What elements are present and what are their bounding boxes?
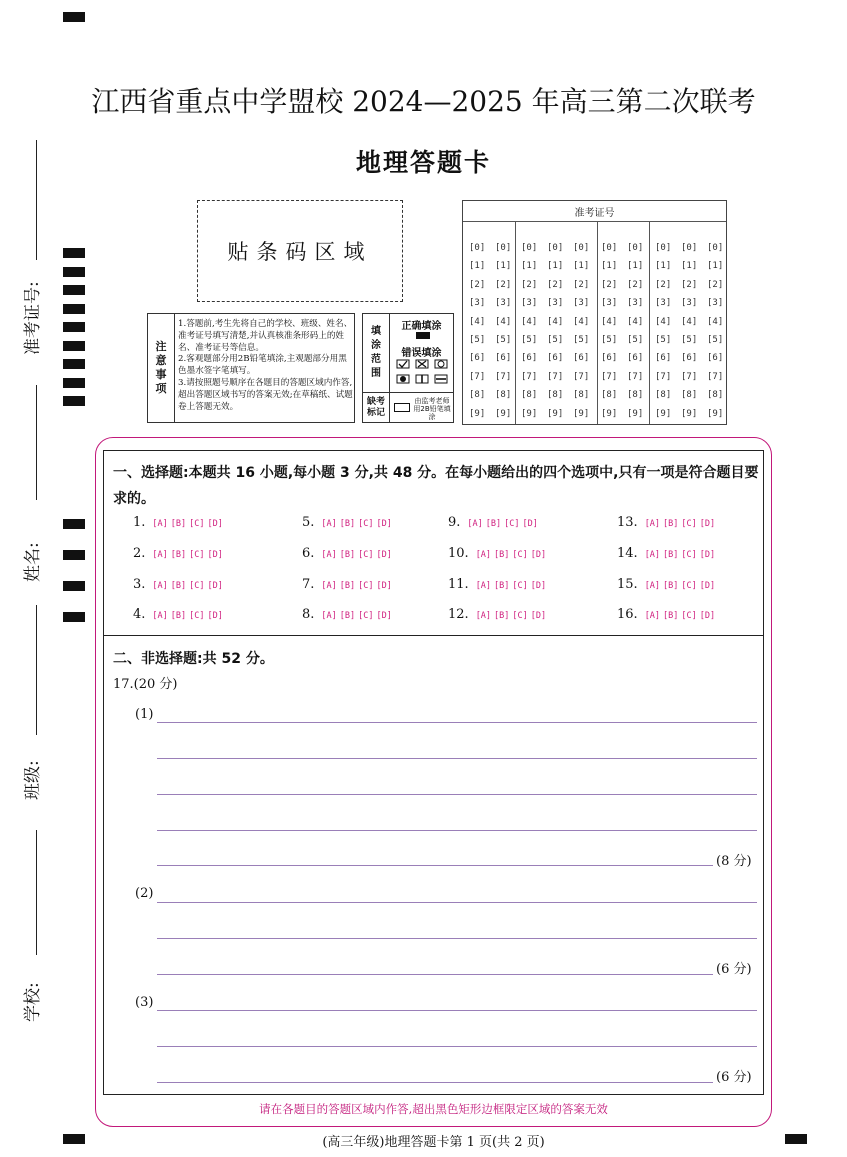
exam-id-bubble[interactable]: [3] bbox=[495, 298, 512, 309]
exam-id-bubble[interactable]: [5] bbox=[655, 335, 672, 345]
wrong-fill-label: 错误填涂 bbox=[401, 348, 442, 359]
absent-mark-note: 由监考老师用2B铅笔填涂 bbox=[413, 397, 451, 421]
timing-mark bbox=[63, 612, 85, 622]
exam-id-bubble[interactable]: [3] bbox=[547, 298, 564, 309]
exam-id-bubble[interactable]: [5] bbox=[681, 335, 698, 345]
exam-id-bubble[interactable]: [1] bbox=[707, 261, 724, 272]
page-title: 江西省重点中学盟校 2024—2025 年高三第二次联考 bbox=[91, 85, 756, 118]
notice-item: 3.请按照题号顺序在各题目的答题区域内作答,超出答题区域书写的答案无效;在草稿纸、试题卷上答题无效。 bbox=[178, 377, 353, 412]
timing-mark bbox=[63, 322, 85, 332]
exam-id-bubble[interactable]: [1] bbox=[495, 261, 512, 272]
answer-bubble-a[interactable]: [A] bbox=[152, 519, 168, 529]
answer-bubble-d[interactable]: [D] bbox=[699, 611, 716, 621]
answer-bubble-b[interactable]: [B] bbox=[339, 611, 356, 621]
answer-bubble-a[interactable]: [A] bbox=[152, 581, 168, 591]
timing-mark bbox=[63, 341, 85, 351]
answer-bubble-b[interactable]: [B] bbox=[170, 550, 187, 560]
school-label: 学校: bbox=[23, 982, 43, 1022]
answer-line[interactable] bbox=[157, 1082, 713, 1083]
wrong-fill-marks-icon bbox=[396, 358, 454, 388]
exam-id-bubble[interactable]: [8] bbox=[655, 390, 672, 401]
timing-mark bbox=[63, 304, 85, 314]
answer-bubble-a[interactable]: [A] bbox=[644, 550, 661, 560]
sub-question-label: (3) bbox=[135, 995, 154, 1010]
sub-question-label: (2) bbox=[135, 886, 154, 901]
exam-id-bubble[interactable]: [8] bbox=[495, 390, 512, 401]
timing-mark bbox=[63, 581, 85, 591]
answer-bubble-c[interactable]: [C] bbox=[189, 581, 205, 591]
answer-bubble-d[interactable]: [D] bbox=[207, 550, 223, 560]
answer-bubble-c[interactable]: [C] bbox=[512, 611, 528, 621]
exam-id-bubble[interactable]: [4] bbox=[681, 316, 698, 327]
notice-items bbox=[178, 319, 354, 413]
side-line bbox=[36, 140, 37, 260]
exam-id-bubble[interactable]: [5] bbox=[601, 335, 618, 345]
side-line bbox=[36, 830, 37, 955]
section2-heading: 二、非选择题:共 52 分。 bbox=[113, 651, 274, 667]
answer-bubble-a[interactable]: [A] bbox=[321, 611, 337, 621]
exam-id-bubble[interactable]: [5] bbox=[573, 335, 590, 345]
answer-bubble-a[interactable]: [A] bbox=[475, 611, 492, 621]
mc-question bbox=[133, 577, 223, 592]
timing-mark bbox=[63, 396, 85, 406]
exam-id-bubble[interactable]: [4] bbox=[521, 316, 538, 327]
question-number: 13. bbox=[617, 515, 638, 530]
answer-bubble-c[interactable]: [C] bbox=[189, 611, 205, 621]
timing-mark bbox=[63, 359, 85, 369]
answer-bubble-c[interactable]: [C] bbox=[512, 550, 528, 560]
page-footer: (高三年级)地理答题卡第 1 页(共 2 页) bbox=[322, 1135, 545, 1150]
answer-line[interactable] bbox=[157, 794, 757, 795]
exam-id-bubble[interactable]: [6] bbox=[681, 353, 698, 364]
answer-bubble-b[interactable]: [B] bbox=[170, 581, 187, 591]
answer-bubble-a[interactable]: [A] bbox=[644, 611, 661, 621]
timing-mark bbox=[63, 267, 85, 277]
exam-id-bubble[interactable]: [0] bbox=[469, 243, 486, 253]
answer-bubble-b[interactable]: [B] bbox=[339, 550, 356, 560]
question-number: 11. bbox=[448, 577, 469, 592]
notice-item: 1.答题前,考生先将自己的学校、班级、姓名、准考证号填写清楚,并认真核准条形码上的姓名、准考证号等信息。 bbox=[178, 319, 353, 353]
exam-id-bubble[interactable]: [8] bbox=[681, 390, 698, 401]
answer-bubble-b[interactable]: [B] bbox=[663, 519, 679, 529]
exam-id-bubble[interactable]: [3] bbox=[655, 298, 672, 309]
exam-id-bubble[interactable]: [9] bbox=[601, 408, 618, 419]
exam-id-bubble[interactable]: [8] bbox=[707, 390, 724, 401]
question-number: 8. bbox=[302, 607, 315, 622]
question-number: 1. bbox=[133, 515, 146, 530]
answer-bubble-d[interactable]: [D] bbox=[376, 611, 392, 621]
answer-bubble-b[interactable]: [B] bbox=[339, 519, 356, 529]
exam-id-bubble[interactable]: [5] bbox=[627, 335, 644, 345]
exam-id-bubble[interactable]: [7] bbox=[495, 371, 512, 382]
boundary-warning: 请在各题目的答题区域内作答,超出黑色矩形边框限定区域的答案无效 bbox=[259, 1102, 608, 1116]
exam-id-bubble[interactable]: [3] bbox=[601, 298, 618, 309]
answer-bubble-c[interactable]: [C] bbox=[681, 550, 697, 560]
exam-id-bubble[interactable]: [1] bbox=[469, 261, 486, 272]
exam-id-bubble[interactable]: [8] bbox=[573, 390, 590, 401]
exam-id-bubble[interactable]: [6] bbox=[547, 353, 564, 364]
answer-bubble-c[interactable]: [C] bbox=[681, 611, 697, 621]
exam-id-bubble[interactable]: [7] bbox=[547, 371, 564, 382]
section-divider bbox=[103, 635, 764, 636]
answer-bubble-d[interactable]: [D] bbox=[530, 550, 547, 560]
exam-id-bubble[interactable]: [7] bbox=[521, 371, 538, 382]
exam-id-bubble[interactable]: [1] bbox=[521, 261, 538, 272]
answer-line[interactable] bbox=[157, 1010, 757, 1011]
answer-bubble-b[interactable]: [B] bbox=[663, 581, 679, 591]
side-line bbox=[36, 605, 37, 735]
exam-id-bubble[interactable]: [7] bbox=[573, 371, 590, 382]
answer-bubble-d[interactable]: [D] bbox=[699, 550, 716, 560]
exam-id-bubble[interactable]: [9] bbox=[627, 408, 644, 419]
answer-bubble-c[interactable]: [C] bbox=[504, 519, 520, 529]
absent-mark-box[interactable] bbox=[394, 403, 410, 412]
exam-id-bubble[interactable]: [6] bbox=[573, 353, 590, 364]
correct-fill-label: 正确填涂 bbox=[401, 321, 442, 332]
mc-question bbox=[133, 607, 223, 622]
mc-question bbox=[133, 546, 223, 561]
exam-id-column-divider bbox=[649, 221, 650, 424]
fill-guide-box bbox=[362, 313, 454, 423]
answer-line[interactable] bbox=[157, 865, 713, 866]
exam-id-bubble[interactable]: [4] bbox=[495, 316, 512, 327]
exam-id-bubble[interactable]: [9] bbox=[495, 408, 512, 419]
question-number: 2. bbox=[133, 546, 146, 561]
exam-id-bubble[interactable]: [5] bbox=[469, 335, 486, 345]
exam-id-bubble[interactable]: [6] bbox=[601, 353, 618, 364]
barcode-area-label: 贴条码区域 bbox=[227, 240, 373, 264]
answer-bubble-a[interactable]: [A] bbox=[475, 550, 492, 560]
exam-id-bubble[interactable]: [3] bbox=[469, 298, 486, 309]
exam-id-bubble[interactable]: [1] bbox=[681, 261, 698, 272]
section1-heading: 一、选择题:本题共 16 小题,每小题 3 分,共 48 分。在每小题给出的四个选项中,只有一项是符合题目要求的。 bbox=[113, 465, 759, 507]
exam-id-title: 准考证号 bbox=[574, 208, 615, 219]
fill-examples bbox=[390, 314, 453, 393]
answer-bubble-c[interactable]: [C] bbox=[681, 519, 697, 529]
answer-bubble-c[interactable]: [C] bbox=[189, 519, 205, 529]
exam-id-bubble[interactable]: [6] bbox=[655, 353, 672, 364]
exam-id-bubble[interactable]: [5] bbox=[547, 335, 564, 345]
answer-bubble-a[interactable]: [A] bbox=[644, 581, 661, 591]
exam-id-bubble[interactable]: [0] bbox=[707, 243, 724, 253]
answer-bubble-d[interactable]: [D] bbox=[207, 581, 223, 591]
exam-id-bubble[interactable]: [8] bbox=[521, 390, 538, 401]
mc-question bbox=[302, 515, 392, 530]
mc-question bbox=[302, 546, 392, 561]
exam-id-bubble[interactable]: [3] bbox=[681, 298, 698, 309]
answer-bubble-d[interactable]: [D] bbox=[530, 611, 547, 621]
exam-id-bubble[interactable]: [8] bbox=[601, 390, 618, 401]
answer-bubble-d[interactable]: [D] bbox=[376, 550, 392, 560]
exam-id-bubble[interactable]: [7] bbox=[627, 371, 644, 382]
exam-id-bubble[interactable]: [4] bbox=[627, 316, 644, 327]
answer-bubble-d[interactable]: [D] bbox=[207, 519, 223, 529]
exam-id-bubble[interactable]: [6] bbox=[521, 353, 538, 364]
answer-bubble-d[interactable]: [D] bbox=[207, 611, 223, 621]
sub-question-score: (6 分) bbox=[716, 1070, 752, 1085]
mc-question bbox=[617, 577, 715, 592]
answer-bubble-b[interactable]: [B] bbox=[494, 550, 510, 560]
notice-heading: 注 意 事 项 bbox=[148, 314, 175, 422]
mc-question bbox=[448, 515, 538, 530]
absent-mark-area[interactable] bbox=[390, 393, 453, 422]
exam-id-column-divider bbox=[515, 221, 516, 424]
timing-mark bbox=[63, 285, 85, 295]
exam-id-bubble[interactable]: [4] bbox=[655, 316, 672, 327]
answer-bubble-a[interactable]: [A] bbox=[467, 519, 483, 529]
exam-id-bubble[interactable]: [7] bbox=[707, 371, 724, 382]
exam-id-bubble[interactable]: [6] bbox=[707, 353, 724, 364]
question-number: 9. bbox=[448, 515, 461, 530]
exam-id-bubble[interactable]: [9] bbox=[521, 408, 538, 419]
exam-id-bubble[interactable]: [3] bbox=[707, 298, 724, 309]
answer-line[interactable] bbox=[157, 830, 757, 831]
exam-id-bubble[interactable]: [8] bbox=[469, 390, 486, 401]
fill-scope-heading: 填 涂 范 围 bbox=[363, 314, 390, 393]
answer-bubble-b[interactable]: [B] bbox=[170, 611, 187, 621]
exam-id-bubble[interactable]: [1] bbox=[627, 261, 644, 272]
answer-bubble-c[interactable]: [C] bbox=[358, 550, 374, 560]
mc-question bbox=[617, 546, 715, 561]
answer-bubble-c[interactable]: [C] bbox=[189, 550, 205, 560]
answer-bubble-a[interactable]: [A] bbox=[321, 519, 337, 529]
exam-id-bubble[interactable]: [3] bbox=[521, 298, 538, 309]
exam-id-bubble[interactable]: [9] bbox=[707, 408, 724, 419]
sub-question-score: (8 分) bbox=[716, 854, 752, 869]
exam-id-bubble[interactable]: [2] bbox=[469, 279, 486, 290]
question-number: 12. bbox=[448, 607, 469, 622]
answer-bubble-c[interactable]: [C] bbox=[358, 581, 374, 591]
exam-id-bubble[interactable]: [9] bbox=[573, 408, 590, 419]
timing-mark bbox=[63, 519, 85, 529]
answer-line[interactable] bbox=[157, 1046, 757, 1047]
answer-bubble-b[interactable]: [B] bbox=[494, 611, 510, 621]
answer-bubble-c[interactable]: [C] bbox=[358, 519, 374, 529]
corner-mark bbox=[63, 12, 85, 22]
answer-bubble-a[interactable]: [A] bbox=[475, 581, 492, 591]
exam-id-bubble[interactable]: [1] bbox=[573, 261, 590, 272]
mc-question bbox=[617, 515, 715, 530]
answer-bubble-d[interactable]: [D] bbox=[376, 519, 392, 529]
answer-bubble-b[interactable]: [B] bbox=[494, 581, 510, 591]
timing-mark bbox=[63, 248, 85, 258]
exam-id-bubble[interactable]: [4] bbox=[601, 316, 618, 327]
exam-id-bubble[interactable]: [0] bbox=[495, 243, 512, 253]
notice-box bbox=[147, 313, 355, 423]
name-label: 姓名: bbox=[23, 542, 43, 582]
mc-question bbox=[448, 546, 546, 561]
answer-bubble-b[interactable]: [B] bbox=[170, 519, 187, 529]
exam-no-label: 准考证号: bbox=[23, 281, 43, 355]
mc-question bbox=[133, 515, 223, 530]
exam-id-bubble[interactable]: [7] bbox=[655, 371, 672, 382]
page-subtitle: 地理答题卡 bbox=[355, 148, 491, 177]
question-number: 7. bbox=[302, 577, 315, 592]
exam-id-bubble[interactable]: [4] bbox=[547, 316, 564, 327]
question-number: 3. bbox=[133, 577, 146, 592]
side-line bbox=[36, 385, 37, 500]
answer-bubble-c[interactable]: [C] bbox=[358, 611, 374, 621]
exam-id-bubble[interactable]: [2] bbox=[547, 279, 564, 290]
exam-id-bubble[interactable]: [2] bbox=[601, 279, 618, 290]
exam-id-bubble[interactable]: [1] bbox=[601, 261, 618, 272]
exam-id-title-divider bbox=[463, 221, 726, 222]
exam-id-bubble[interactable]: [1] bbox=[655, 261, 672, 272]
exam-id-bubble[interactable]: [2] bbox=[521, 279, 538, 290]
exam-id-bubble[interactable]: [3] bbox=[627, 298, 644, 309]
exam-id-bubble[interactable]: [2] bbox=[681, 279, 698, 290]
exam-id-bubble[interactable]: [4] bbox=[573, 316, 590, 327]
exam-id-bubble[interactable]: [0] bbox=[627, 243, 644, 253]
answer-bubble-d[interactable]: [D] bbox=[376, 581, 392, 591]
answer-line[interactable] bbox=[157, 758, 757, 759]
mc-question bbox=[302, 577, 392, 592]
answer-bubble-b[interactable]: [B] bbox=[663, 550, 679, 560]
exam-id-bubble[interactable]: [0] bbox=[655, 243, 672, 253]
question-number: 4. bbox=[133, 607, 146, 622]
exam-id-bubble[interactable]: [5] bbox=[495, 335, 512, 345]
exam-id-bubble[interactable]: [5] bbox=[707, 335, 724, 345]
answer-line[interactable] bbox=[157, 974, 713, 975]
question-number: 5. bbox=[302, 515, 315, 530]
question-17-label: 17.(20 分) bbox=[113, 677, 178, 692]
mc-question bbox=[302, 607, 392, 622]
timing-mark bbox=[63, 378, 85, 388]
answer-line[interactable] bbox=[157, 902, 757, 903]
answer-bubble-a[interactable]: [A] bbox=[321, 550, 337, 560]
absent-mark-heading: 缺考 标记 bbox=[363, 393, 390, 422]
exam-id-bubble[interactable]: [4] bbox=[469, 316, 486, 327]
exam-id-bubble[interactable]: [7] bbox=[601, 371, 618, 382]
answer-bubble-a[interactable]: [A] bbox=[152, 611, 168, 621]
exam-id-bubble[interactable]: [6] bbox=[495, 353, 512, 364]
answer-line[interactable] bbox=[157, 722, 757, 723]
exam-id-bubble[interactable]: [2] bbox=[495, 279, 512, 290]
answer-bubble-d[interactable]: [D] bbox=[699, 581, 716, 591]
question-number: 14. bbox=[617, 546, 638, 561]
exam-id-column-divider bbox=[597, 221, 598, 424]
answer-bubble-d[interactable]: [D] bbox=[699, 519, 716, 529]
exam-id-bubble[interactable]: [9] bbox=[655, 408, 672, 419]
exam-id-bubble[interactable]: [9] bbox=[547, 408, 564, 419]
exam-id-bubble[interactable]: [0] bbox=[573, 243, 590, 253]
question-number: 6. bbox=[302, 546, 315, 561]
mc-question bbox=[448, 607, 546, 622]
answer-bubble-a[interactable]: [A] bbox=[321, 581, 337, 591]
answer-bubble-a[interactable]: [A] bbox=[644, 519, 661, 529]
answer-bubble-b[interactable]: [B] bbox=[663, 611, 679, 621]
exam-id-bubble[interactable]: [2] bbox=[655, 279, 672, 290]
exam-id-bubble[interactable]: [0] bbox=[681, 243, 698, 253]
exam-id-bubble[interactable]: [5] bbox=[521, 335, 538, 345]
exam-id-bubble[interactable]: [2] bbox=[707, 279, 724, 290]
exam-id-bubble[interactable]: [0] bbox=[521, 243, 538, 253]
exam-id-grid bbox=[462, 200, 727, 425]
mc-question bbox=[617, 607, 715, 622]
exam-id-bubble[interactable]: [7] bbox=[681, 371, 698, 382]
answer-bubble-d[interactable]: [D] bbox=[522, 519, 538, 529]
exam-id-bubble[interactable]: [2] bbox=[627, 279, 644, 290]
exam-id-bubble[interactable]: [4] bbox=[707, 316, 724, 327]
exam-id-bubble[interactable]: [3] bbox=[573, 298, 590, 309]
exam-id-bubble[interactable]: [8] bbox=[627, 390, 644, 401]
exam-id-bubble[interactable]: [1] bbox=[547, 261, 564, 272]
timing-mark bbox=[63, 550, 85, 560]
correct-fill-mark bbox=[416, 332, 430, 339]
exam-id-bubble[interactable]: [0] bbox=[547, 243, 564, 253]
question-number: 10. bbox=[448, 546, 469, 561]
answer-bubble-b[interactable]: [B] bbox=[339, 581, 356, 591]
answer-bubble-a[interactable]: [A] bbox=[152, 550, 168, 560]
exam-id-bubble[interactable]: [0] bbox=[601, 243, 618, 253]
answer-bubble-c[interactable]: [C] bbox=[512, 581, 528, 591]
exam-id-bubble[interactable]: [7] bbox=[469, 371, 486, 382]
exam-id-bubble[interactable]: [9] bbox=[681, 408, 698, 419]
answer-bubble-b[interactable]: [B] bbox=[485, 519, 502, 529]
exam-id-bubble[interactable]: [6] bbox=[469, 353, 486, 364]
exam-id-bubble[interactable]: [2] bbox=[573, 279, 590, 290]
mc-question bbox=[448, 577, 546, 592]
answer-bubble-d[interactable]: [D] bbox=[530, 581, 547, 591]
sub-question-score: (6 分) bbox=[716, 962, 752, 977]
exam-id-bubble[interactable]: [6] bbox=[627, 353, 644, 364]
answer-bubble-c[interactable]: [C] bbox=[681, 581, 697, 591]
question-number: 15. bbox=[617, 577, 638, 592]
exam-id-bubble[interactable]: [8] bbox=[547, 390, 564, 401]
question-number: 16. bbox=[617, 607, 638, 622]
barcode-area bbox=[197, 200, 403, 302]
class-label: 班级: bbox=[23, 760, 43, 800]
sub-question-label: (1) bbox=[135, 707, 154, 722]
notice-item: 2.客观题部分用2B铅笔填涂,主观题部分用黑色墨水签字笔填写。 bbox=[178, 354, 347, 377]
answer-line[interactable] bbox=[157, 938, 757, 939]
exam-id-bubble[interactable]: [9] bbox=[469, 408, 486, 419]
